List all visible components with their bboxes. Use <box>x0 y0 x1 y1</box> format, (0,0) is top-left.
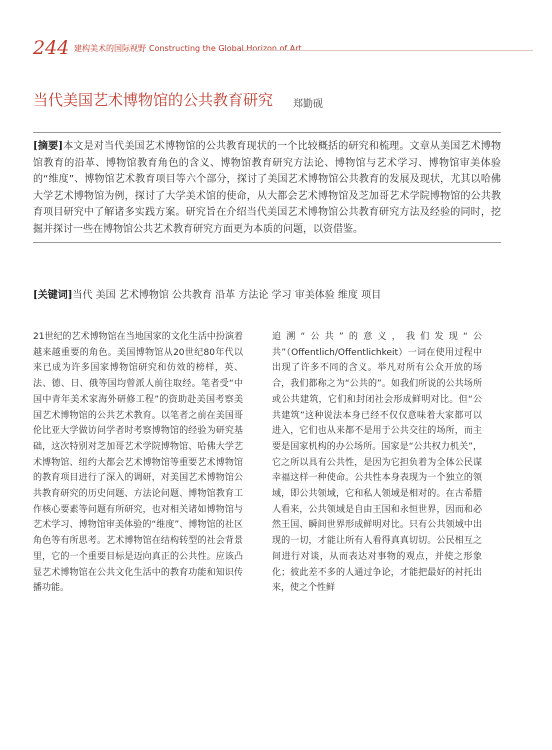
abstract-label: [摘要] <box>33 141 64 152</box>
article-title: 当代美国艺术博物馆的公共教育研究 <box>33 91 274 109</box>
running-header <box>33 38 533 60</box>
body-column-left: 21世纪的艺术博物馆在当地国家的文化生活中扮演着越来越重要的角色。美国博物馆从20世纪80年代以来已成为许多国家博物馆研究和仿效的榜样，英、法、德、日、俄等国均曾派人前往取经。笔者受“中国中青年美术家海外研修工程”的资助赴美国考察美国艺术博物馆的公共艺术教育。以笔者之前在美国哥伦比亚大学做访问学者时考察博物馆的经验为研究基础，这次特别对芝加哥艺术学院博物馆、哈佛大学艺术博物馆、纽约大都会艺术博物馆等重要艺术博物馆的教育项目进行了深入的调研，对美国艺术博物馆公共教育研究的历史问题、方法论问题、博物馆教育工作核心要素等问题有所研究，也对相关诸如博物馆与艺术学习、博物馆审美体验的“维度”、博物馆的社区角色等有所思考。艺术博物馆在结构转型的社会背景里，它的一个重要目标是迈向真正的公共性。应该凸显艺术博物馆在公共文化生活中的教育功能和知识传播功能。 <box>33 332 243 594</box>
article-author: 郑勤砚 <box>293 99 323 110</box>
series-title-cn: 建构美术的国际视野 <box>74 44 146 53</box>
abstract-paragraph <box>33 139 501 238</box>
series-title-en: Constructing the Global Horizon of Art <box>149 44 302 53</box>
abstract-text: 本文是对当代美国艺术博物馆的公共教育现状的一个比较概括的研究和梳理。文章从美国艺术博物馆教育的沿革、博物馆教育角色的含义、博物馆教育研究方法论、博物馆与艺术学习、博物馆审美体验的“维度”、博物馆艺术教育项目等六个部分，探讨了美国艺术博物馆公共教育的发展及现状，尤其以哈佛大学艺术博物馆为例，探讨了大学美术馆的使命，从大都会艺术博物馆及芝加哥艺术学院博物馆的公共教育项目研究中了解诸多实践方案。研究旨在介绍当代美国艺术博物馆公共教育研究方法及经验的同时，挖掘并探讨一些在博物馆公共艺术教育研究方面更为本质的问题，以资借鉴。 <box>33 141 502 235</box>
keywords-text: 当代 美国 艺术博物馆 公共教育 沿革 方法论 学习 审美体验 维度 项目 <box>72 290 382 301</box>
header-rule <box>243 50 533 51</box>
series-title <box>74 44 302 54</box>
keywords-label: [关键词] <box>33 290 73 301</box>
body-column-right: 追溯“公共”的意义，我们发现“公共”（Offentlich/Offentlichkeit）一词在使用过程中出现了许多不同的含义。举凡对所有公众开放的场合，我们都称之为“公共的”。如我们所说的公共场所或公共建筑，它们和封闭社会形成鲜明对比。但“公共建筑”这种说法本身已经不仅仅意味着大家都可以进入，它们也从来都不是用于公共交往的场所，而主要是国家机构的办公场所。国家是“公共权力机关”，它之所以具有公共性，是因为它担负着为全体公民谋幸福这样一种使命。公共性本身表现为一个独立的领域，即公共领域，它和私人领域是相对的。在古希腊人看来，公共领域是自由王国和永恒世界，因而和必然王国、瞬间世界形成鲜明对比。只有公共领域中出现的一切，才能让所有人看得真真切切。公民相互之间进行对谈，从而表达对事物的观点，并使之形象化；彼此差不多的人通过争论，才能把最好的衬托出来，使之个性鲜 <box>272 332 482 594</box>
abstract-section <box>33 132 501 243</box>
keywords-section <box>33 288 501 304</box>
page-number: 244 <box>33 37 70 59</box>
